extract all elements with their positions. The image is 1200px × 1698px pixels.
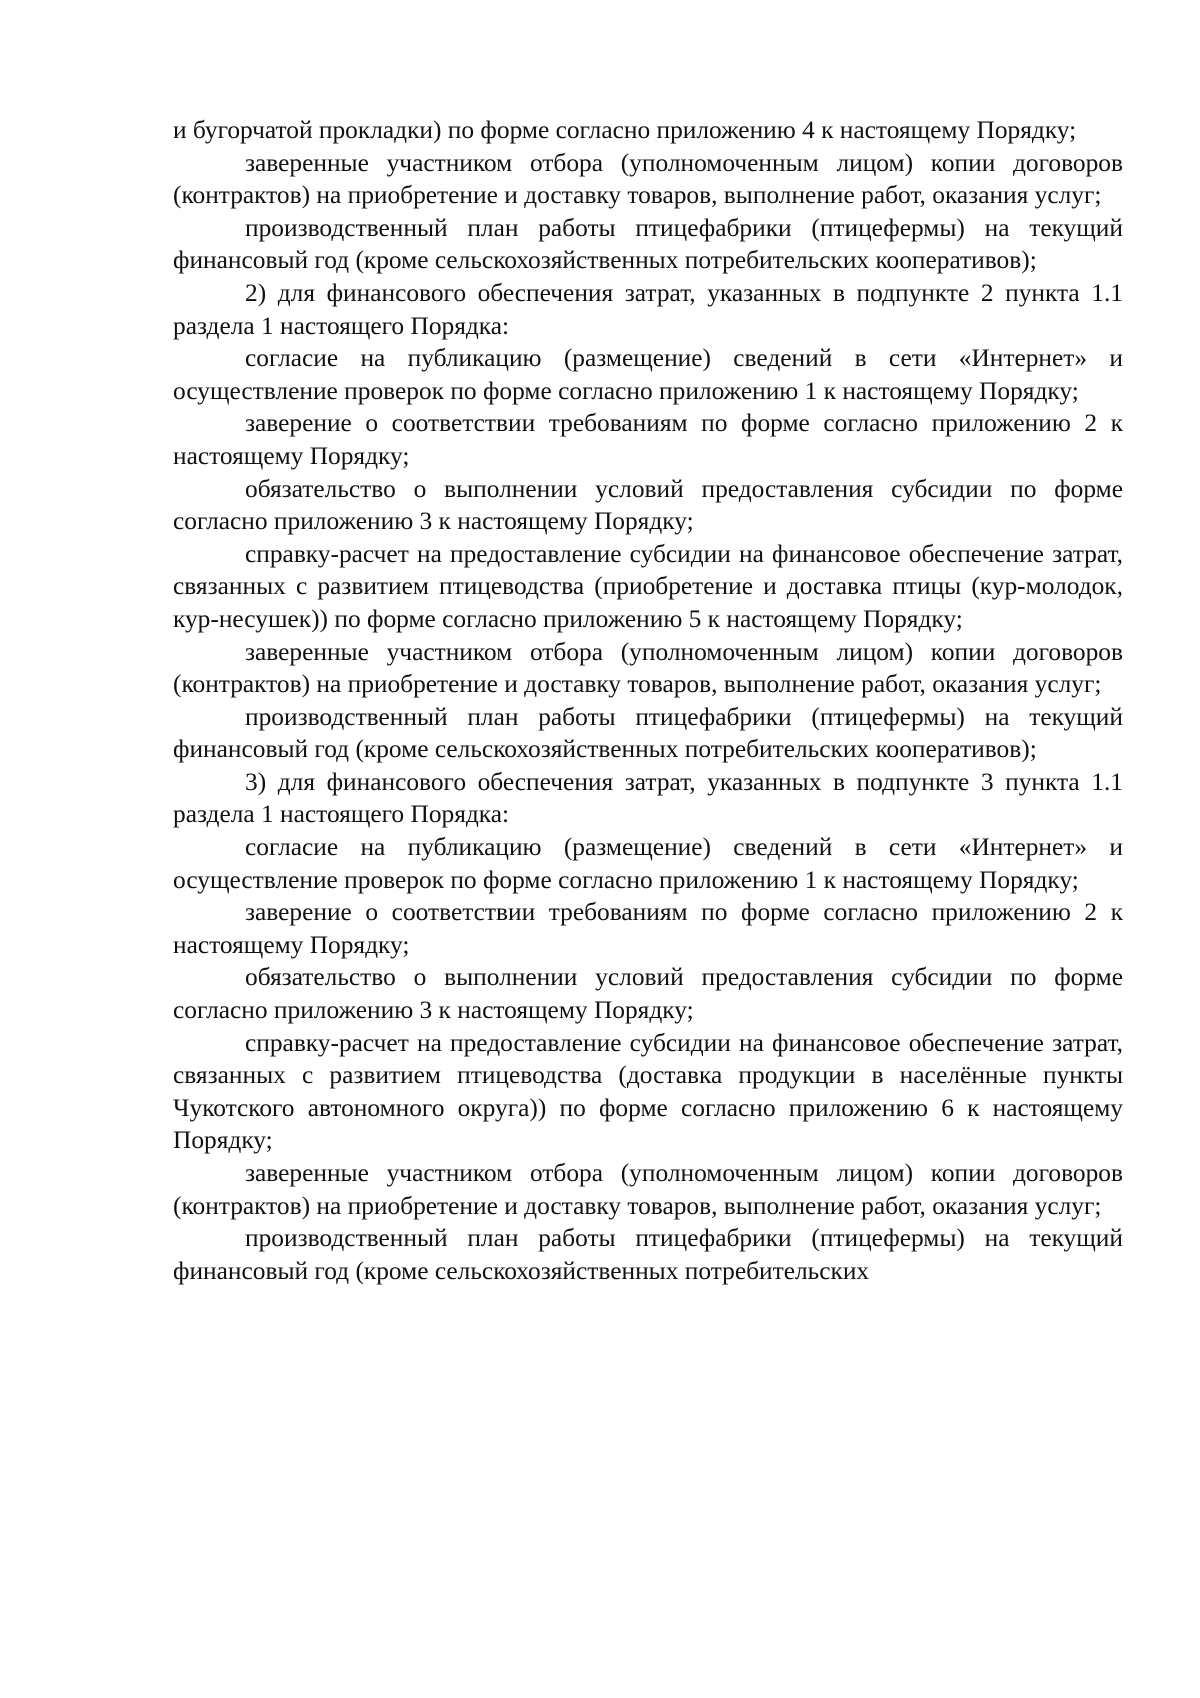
paragraph-consent-publication: согласие на публикацию (размещение) сведений в сети «Интернет» и осуществление проверок по форме согласно приложению 1 к настоящему Порядку; [173,344,1123,405]
document-page [173,114,1123,1287]
paragraph-obligation: обязательство о выполнении условий предоставления субсидии по форме согласно приложению 3 к настоящему Порядку; [173,474,1123,536]
paragraph-certified-contracts: заверенные участником отбора (уполномоченным лицом) копии договоров (контрактов) на приобретение и доставку товаров, выполнение работ, оказания услуг; [173,1159,1123,1220]
paragraph-production-plan: производственный план работы птицефабрики (птицефермы) на текущий финансовый год (кроме сельскохозяйственных потребительских кооперативов); [173,213,1123,275]
paragraph-consent-publication: согласие на публикацию (размещение) сведений в сети «Интернет» и осуществление проверок по форме согласно приложению 1 к настоящему Порядку; [173,833,1123,894]
paragraph-certified-contracts: заверенные участником отбора (уполномоченным лицом) копии договоров (контрактов) на приобретение и доставку товаров, выполнение работ, оказания услуг; [173,637,1123,699]
paragraph-calculation-poultry: справку-расчет на предоставление субсидии на финансовое обеспечение затрат, связанных с развитием птицеводства (приобретение и доставка птицы (кур-молодок, кур-несушек)) по форме согласно приложению 5 к настоящему Порядку; [173,539,1123,633]
paragraph-continuation: и бугорчатой прокладки) по форме согласно приложению 4 к настоящему Порядку; [173,116,1077,144]
paragraph-production-plan: производственный план работы птицефабрики (птицефермы) на текущий финансовый год (кроме сельскохозяйственных потребительских кооперативов); [173,702,1123,764]
paragraph-item-3-heading: 3) для финансового обеспечения затрат, указанных в подпункте 3 пункта 1.1 раздела 1 настоящего Порядка: [173,767,1123,829]
paragraph-compliance-assurance: заверение о соответствии требованиям по форме согласно приложению 2 к настоящему Порядку; [173,409,1123,470]
paragraph-production-plan: производственный план работы птицефабрики (птицефермы) на текущий финансовый год (кроме сельскохозяйственных потребительских [173,1224,1123,1285]
paragraph-obligation: обязательство о выполнении условий предоставления субсидии по форме согласно приложению 3 к настоящему Порядку; [173,963,1123,1025]
paragraph-calculation-delivery: справку-расчет на предоставление субсидии на финансовое обеспечение затрат, связанных с развитием птицеводства (доставка продукции в населённые пункты Чукотского автономного округа)) по форме согласно приложению 6 к настоящему Порядку; [173,1028,1123,1155]
paragraph-item-2-heading: 2) для финансового обеспечения затрат, указанных в подпункте 2 пункта 1.1 раздела 1 настоящего Порядка: [173,278,1123,340]
paragraph-compliance-assurance: заверение о соответствии требованиям по форме согласно приложению 2 к настоящему Порядку; [173,898,1123,959]
paragraph-certified-contracts: заверенные участником отбора (уполномоченным лицом) копии договоров (контрактов) на приобретение и доставку товаров, выполнение работ, оказания услуг; [173,148,1123,210]
